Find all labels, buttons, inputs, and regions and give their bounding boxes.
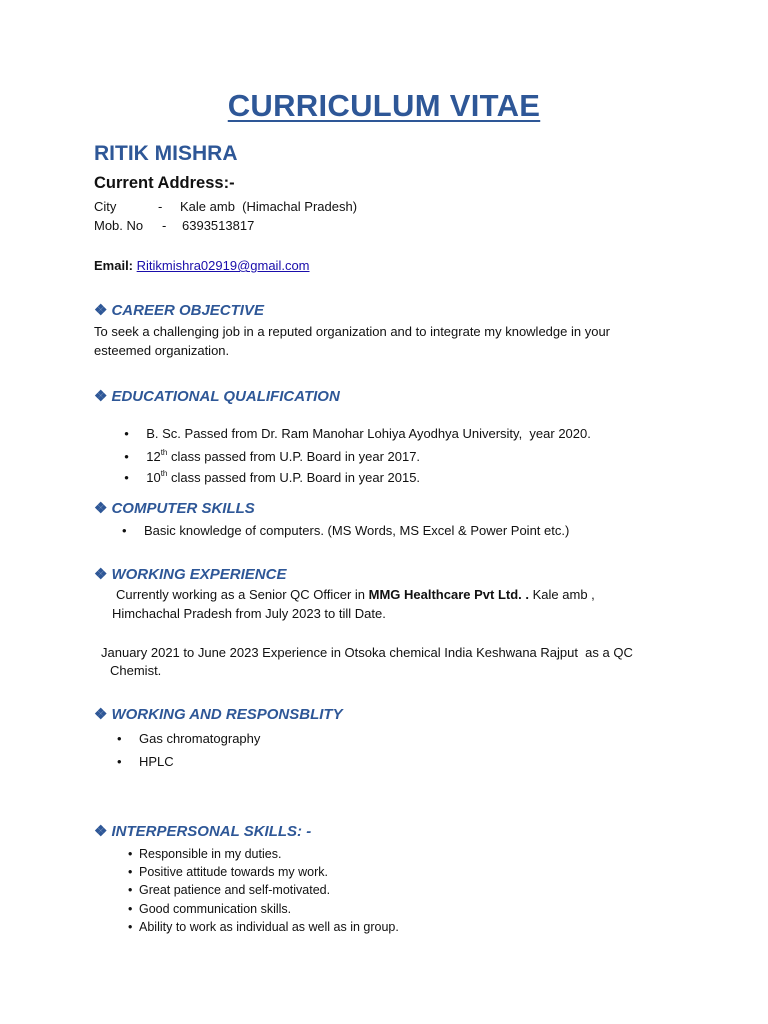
education-item-number: 10: [146, 470, 161, 485]
experience-current-text: Currently working as a Senior QC Officer in: [116, 587, 369, 602]
education-item-text: class passed from U.P. Board in year 2015.: [167, 470, 421, 485]
email-link[interactable]: Ritikmishra02919@gmail.com: [136, 258, 310, 273]
interpersonal-skills-heading: [94, 822, 311, 840]
experience-current-line-1: [116, 587, 595, 602]
page-title: CURRICULUM VITAE: [227, 88, 541, 123]
bullet-icon: •: [128, 883, 133, 897]
computer-skills-heading: [94, 499, 255, 517]
computer-skills-item-text: Basic knowledge of computers. (MS Words, MS Excel & Power Point etc.): [144, 523, 570, 538]
career-objective-heading: [94, 301, 264, 319]
city-label: City: [94, 199, 117, 214]
mobile-separator: -: [162, 218, 167, 233]
address-heading: Current Address:-: [94, 174, 235, 192]
bullet-icon: •: [117, 754, 122, 769]
bullet-icon: •: [124, 426, 129, 441]
experience-current-line-2: Himchachal Pradesh from July 2023 to till Date.: [112, 606, 386, 621]
interpersonal-item-text: Good communication skills.: [139, 902, 292, 916]
education-heading: [94, 387, 340, 405]
education-item-superscript: th: [160, 469, 168, 478]
email-row: [94, 258, 310, 273]
interpersonal-item: [128, 865, 328, 879]
bullet-icon: •: [117, 731, 122, 746]
working-experience-heading: [94, 565, 286, 583]
candidate-name: RITIK MISHRA: [94, 142, 238, 165]
bullet-icon: •: [122, 523, 127, 538]
responsibility-item: [117, 754, 174, 769]
interpersonal-item-text: Positive attitude towards my work.: [139, 865, 328, 879]
city-separator: -: [158, 199, 163, 214]
career-objective-title: CAREER OBJECTIVE: [111, 302, 264, 319]
bullet-icon: •: [128, 920, 133, 934]
experience-previous-line-1: January 2021 to June 2023 Experience in Otsoka chemical India Keshwana Rajput as a QC: [101, 645, 633, 660]
diamond-bullet-icon: ❖: [94, 566, 108, 583]
education-item-number: 12: [146, 449, 161, 464]
mobile-value: 6393513817: [182, 218, 255, 233]
bullet-icon: •: [124, 470, 129, 485]
responsibility-item: [117, 731, 260, 746]
bullet-icon: •: [124, 449, 129, 464]
interpersonal-item: [128, 902, 291, 916]
career-objective-line-1: To seek a challenging job in a reputed organization and to integrate my knowledge in your: [94, 324, 611, 339]
computer-skills-item: [122, 523, 569, 538]
education-item-text: class passed from U.P. Board in year 2017.: [167, 449, 421, 464]
interpersonal-item-text: Great patience and self-motivated.: [139, 883, 331, 897]
diamond-bullet-icon: ❖: [94, 388, 108, 405]
computer-skills-title: COMPUTER SKILLS: [111, 500, 255, 517]
education-item-text: B. Sc. Passed from Dr. Ram Manohar Lohiya Ayodhya University, year 2020.: [146, 426, 591, 441]
email-label: Email:: [94, 258, 134, 273]
education-title: EDUCATIONAL QUALIFICATION: [111, 388, 340, 405]
city-value: Kale amb (Himachal Pradesh): [180, 199, 358, 214]
interpersonal-item-text: Responsible in my duties.: [139, 847, 282, 861]
bullet-icon: •: [128, 865, 133, 879]
education-item: [117, 455, 420, 485]
interpersonal-item: [128, 847, 281, 861]
interpersonal-skills-title: INTERPERSONAL SKILLS: -: [111, 823, 312, 840]
responsibility-title: WORKING AND RESPONSBLITY: [111, 706, 343, 723]
diamond-bullet-icon: ❖: [94, 706, 108, 723]
responsibility-item-text: Gas chromatography: [139, 731, 261, 746]
interpersonal-item: [128, 920, 399, 934]
diamond-bullet-icon: ❖: [94, 302, 108, 319]
experience-current-location: Kale amb ,: [529, 587, 595, 602]
bullet-icon: •: [128, 847, 133, 861]
diamond-bullet-icon: ❖: [94, 823, 108, 840]
education-item-superscript: th: [160, 448, 168, 457]
career-objective-line-2: esteemed organization.: [94, 343, 230, 358]
bullet-icon: •: [128, 902, 133, 916]
working-experience-title: WORKING EXPERIENCE: [111, 566, 287, 583]
responsibility-heading: [94, 705, 343, 723]
responsibility-item-text: HPLC: [139, 754, 174, 769]
diamond-bullet-icon: ❖: [94, 500, 108, 517]
mobile-label: Mob. No: [94, 218, 144, 233]
experience-previous-line-2: Chemist.: [110, 663, 162, 678]
interpersonal-item: [128, 883, 330, 897]
interpersonal-item-text: Ability to work as individual as well as in group.: [139, 920, 399, 934]
company-name: MMG Healthcare Pvt Ltd. .: [368, 587, 530, 602]
